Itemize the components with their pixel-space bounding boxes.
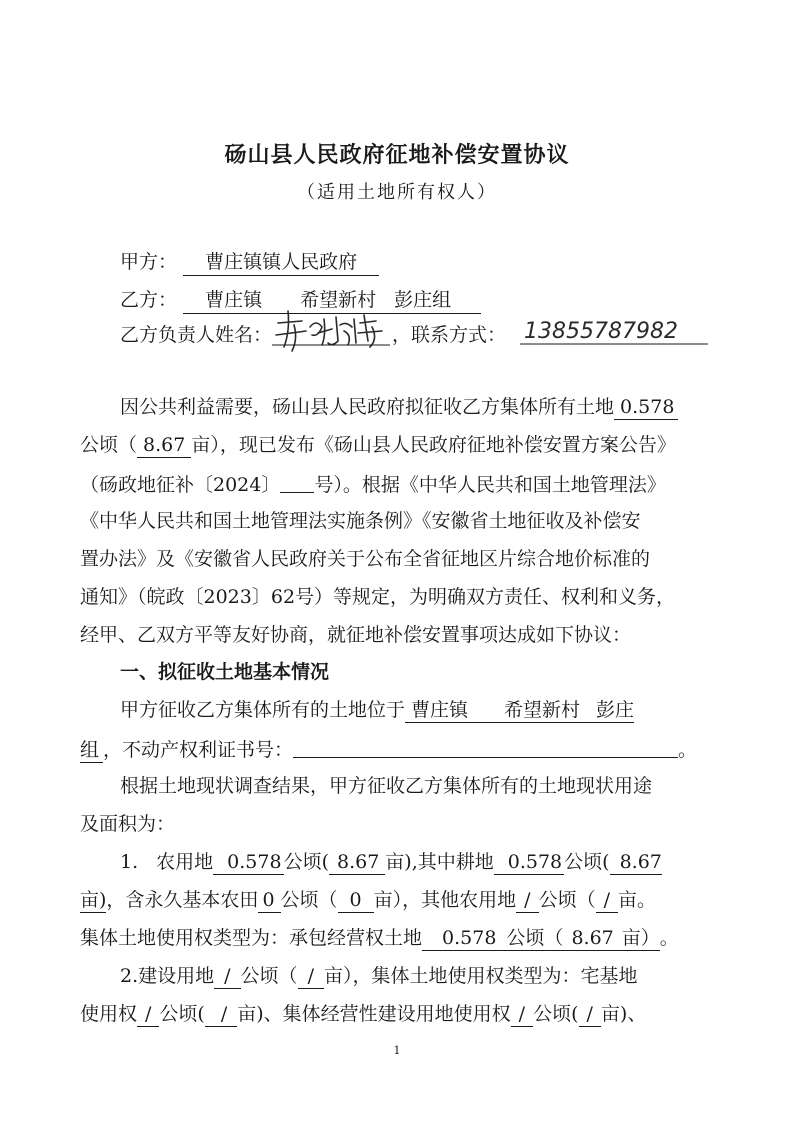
item-1-text-9: 公顷（ (538, 889, 596, 911)
party-b-name-label: 乙方负责人姓名： (120, 324, 273, 346)
intro-area-ha: 0.578 (614, 398, 678, 420)
section-1-p2-line1: 根据土地现状调查结果，甲方征收乙方集体所有的土地现状用途 (120, 775, 653, 797)
item-1-arable-ha: 0.578 (494, 853, 564, 875)
party-b-label: 乙方： (120, 289, 178, 311)
section-1-p1-line2 (80, 739, 697, 763)
item-1-line3 (80, 929, 679, 951)
intro-text-2b: 亩），现已发布《砀山县人民政府征地补偿安置方案公告》 (191, 434, 676, 456)
section-1-town: 曹庄镇 (411, 699, 469, 721)
item-1-line1 (120, 853, 662, 875)
item-1-text-11: 集体土地使用权类型为：承包经营权土地 (80, 927, 423, 949)
intro-text-2a: 公顷（ (80, 434, 138, 456)
item-1-contract-mu: 8.67 (563, 929, 621, 951)
item-2-business-ha: / (511, 1005, 533, 1027)
item-2-text-2: 公顷（ (240, 965, 298, 987)
item-2-text-8: 亩)、 (600, 1003, 647, 1025)
item-1-text-7: 公顷（ (280, 889, 338, 911)
item-2-construction-ha: / (214, 967, 240, 989)
item-2-line1 (120, 967, 637, 989)
item-1-text-5: 亩) (80, 889, 107, 911)
item-2-homestead-ha: / (137, 1005, 159, 1027)
item-2-text-3: 亩），集体土地使用权类型为：宅基地 (323, 965, 638, 987)
document-subtitle: （适用土地所有权人） (297, 182, 497, 203)
item-1-agri-mu: 8.67 (329, 853, 385, 875)
item-1-text-14: 。 (659, 927, 679, 949)
contact-phone-text: 13855787982 (524, 319, 678, 344)
item-2-text-1: 2.建设用地 (120, 965, 215, 987)
section-1-village: 希望新村 (504, 699, 581, 721)
item-1-text-13: 亩） (621, 927, 660, 949)
item-1-text-3: 亩),其中耕地 (385, 851, 494, 873)
item-1-basic-mu: 0 (338, 891, 374, 913)
item-1-text-6: ，含永久基本农田 (106, 889, 259, 911)
party-b-contact-line (120, 326, 272, 345)
contact-phone-handwritten (520, 316, 710, 348)
party-b-group: 彭庄组 (394, 289, 452, 311)
signature-handwritten (272, 305, 390, 353)
intro-text-3a: （砀政地征补〔2024〕 (80, 474, 281, 496)
item-1-other-mu: / (596, 891, 618, 913)
item-1-text-2: 公顷( (283, 851, 329, 873)
intro-line-4: 《中华人民共和国土地管理法实施条例》《安徽省土地征收及补偿安 (80, 510, 641, 532)
item-2-text-4: 使用权 (80, 1003, 138, 1025)
party-b-village: 希望新村 (300, 289, 377, 311)
intro-line-3 (80, 474, 666, 495)
property-cert-number-blank (293, 739, 678, 758)
item-1-text-10: 亩。 (617, 889, 656, 911)
section-1-p2-line2: 及面积为： (80, 813, 176, 835)
intro-doc-number-blank (280, 474, 314, 493)
item-2-homestead-mu: / (205, 1005, 237, 1027)
section-1-period: 。 (678, 739, 698, 761)
item-2-line2 (80, 1005, 646, 1027)
item-1-line2 (80, 891, 656, 913)
item-1-other-ha: / (516, 891, 538, 913)
party-a-label: 甲方： (120, 251, 178, 273)
item-1-text-1: 农用地 (156, 851, 214, 873)
item-1-text-8: 亩），其他农用地 (373, 889, 517, 911)
item-2-text-7: 公顷( (533, 1003, 579, 1025)
page-number: 1 (393, 1044, 401, 1057)
section-1-text-1: 甲方征收乙方集体所有的土地位于 (120, 699, 406, 721)
intro-text-3b: 号）。根据《中华人民共和国土地管理法》 (314, 474, 666, 496)
intro-line-5: 置办法》及《安徽省人民政府关于公布全省征地区片综合地价标准的 (80, 548, 651, 570)
party-a-line (120, 253, 379, 276)
section-1-group-part1: 彭庄 (596, 699, 635, 721)
item-1-contract-ha: 0.578 (422, 929, 506, 951)
section-1-p1-line1 (120, 701, 634, 723)
item-1-number: 1. (120, 851, 139, 873)
party-b-contact-label: ，联系方式： (392, 324, 507, 346)
item-2-text-5: 公顷( (159, 1003, 205, 1025)
party-a-value: 曹庄镇镇人民政府 (183, 253, 379, 276)
intro-area-mu: 8.67 (137, 436, 191, 458)
intro-text-1: 因公共利益需要，砀山县人民政府拟征收乙方集体所有土地 (120, 396, 615, 418)
intro-line-1 (120, 398, 678, 420)
intro-line-6: 通知》（皖政〔2023〕62号）等规定，为明确双方责任、权利和义务， (80, 586, 676, 608)
intro-line-7: 经甲、乙双方平等友好协商，就征地补偿安置事项达成如下协议： (80, 624, 632, 646)
document-title: 砀山县人民政府征地补偿安置协议 (224, 143, 570, 168)
item-2-construction-mu: / (298, 967, 324, 989)
intro-line-2 (80, 436, 676, 458)
party-b-town: 曹庄镇 (205, 289, 263, 311)
item-2-business-mu: / (579, 1005, 601, 1027)
item-1-text-4: 公顷( (564, 851, 610, 873)
item-2-text-6: 亩)、集体经营性建设用地使用权 (237, 1003, 511, 1025)
item-1-agri-ha: 0.578 (213, 853, 283, 875)
party-b-contact-label-line (392, 326, 506, 345)
item-1-text-12: 公顷（ (506, 927, 564, 949)
section-1-location (405, 701, 634, 723)
section-1-heading: 一、拟征收土地基本情况 (120, 661, 330, 683)
item-1-basic-ha: 0 (258, 891, 280, 913)
section-1-cert-label: ，不动产权利证书号： (103, 739, 294, 761)
section-1-group-part2: 组 (80, 741, 103, 763)
item-1-arable-mu: 8.67 (610, 853, 662, 875)
